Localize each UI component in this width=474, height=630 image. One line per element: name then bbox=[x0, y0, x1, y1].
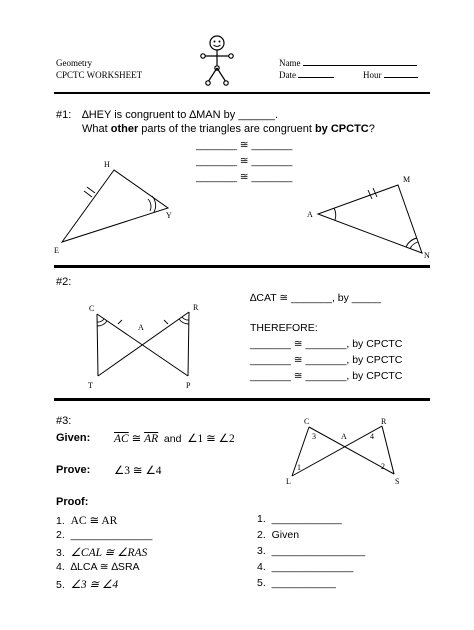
proof-reason-4[interactable]: 4. ______________ bbox=[257, 561, 354, 573]
proof-statement-1: 1. AC ≅ AR bbox=[56, 515, 118, 527]
p2-row-2[interactable]: _______ ≅ _______, by CPCTC bbox=[250, 354, 403, 366]
p3-label-s: S bbox=[395, 477, 400, 486]
p3-label-l: L bbox=[286, 477, 291, 486]
p1-number: #1: bbox=[56, 109, 72, 121]
hour-label: Hour bbox=[363, 70, 382, 80]
p2-row-3[interactable]: _______ ≅ _______, by CPCTC bbox=[250, 370, 403, 382]
p1-statement: ∆HEY is congruent to ∆MAN by ______. bbox=[82, 109, 279, 121]
tri2-label-n: N bbox=[424, 251, 430, 260]
p3-given-label: Given: bbox=[56, 432, 91, 444]
p2-row-1[interactable]: _______ ≅ _______, by CPCTC bbox=[250, 338, 403, 350]
proof-statement-5: 5. ∠3 ≅ ∠4 bbox=[56, 579, 119, 591]
p3-proof-label: Proof: bbox=[56, 496, 89, 508]
p2-label-r: R bbox=[193, 303, 199, 312]
p2-label-a: A bbox=[138, 323, 144, 332]
p1-question: What other parts of the triangles are congruent by CPCTC? bbox=[82, 123, 375, 135]
p1-blank-3[interactable]: _______ ≅ _______ bbox=[196, 171, 293, 183]
p1-blank-1[interactable]: _______ ≅ _______ bbox=[196, 139, 293, 151]
tri2-label-m: M bbox=[403, 175, 411, 184]
p2-label-t: T bbox=[88, 381, 93, 390]
p2-therefore: THEREFORE: bbox=[250, 322, 318, 334]
p3-given: $\overline{AC}$ ≅ $\overline{AR}$ and ∠1 ≅ ∠2 bbox=[114, 433, 235, 445]
proof-statement-2[interactable]: 2. ______________ bbox=[56, 529, 153, 541]
p2-label-p: P bbox=[186, 381, 191, 390]
p3-prove: ∠3 ≅ ∠4 bbox=[114, 465, 162, 477]
proof-statement-3: 3. ∠CAL ≅ ∠RAS bbox=[56, 547, 148, 559]
proof-reason-3[interactable]: 3. ________________ bbox=[257, 545, 366, 557]
subject-label: Geometry bbox=[56, 58, 92, 68]
worksheet-title: CPCTC WORKSHEET bbox=[56, 70, 143, 80]
p3-angle-4: 4 bbox=[370, 432, 374, 441]
date-label: Date bbox=[279, 70, 296, 80]
p3-label-a: A bbox=[341, 432, 347, 441]
p2-statement[interactable]: ∆CAT ≅ _______, by _____ bbox=[250, 292, 382, 304]
p1-blank-2[interactable]: _______ ≅ _______ bbox=[196, 155, 293, 167]
tri2-label-a: A bbox=[307, 210, 313, 219]
p3-prove-label: Prove: bbox=[56, 464, 91, 476]
p3-number: #3: bbox=[56, 415, 72, 427]
p2-number: #2: bbox=[56, 276, 72, 288]
p2-label-c: C bbox=[89, 304, 95, 313]
p3-angle-2: 2 bbox=[381, 462, 385, 471]
tri1-label-h: H bbox=[104, 160, 110, 169]
name-label: Name bbox=[279, 58, 301, 68]
proof-statement-4: 4. ∆LCA ≅ ∆SRA bbox=[56, 561, 140, 573]
p3-label-c: C bbox=[304, 417, 310, 426]
proof-reason-2: 2. Given bbox=[257, 529, 300, 541]
proof-reason-5[interactable]: 5. ___________ bbox=[257, 577, 336, 589]
tri1-label-e: E bbox=[54, 246, 59, 255]
proof-reason-1[interactable]: 1. ____________ bbox=[257, 513, 342, 525]
p3-label-r: R bbox=[381, 417, 387, 426]
p3-angle-1: 1 bbox=[297, 463, 301, 472]
tri1-label-y: Y bbox=[166, 211, 172, 220]
p3-angle-3: 3 bbox=[312, 432, 316, 441]
